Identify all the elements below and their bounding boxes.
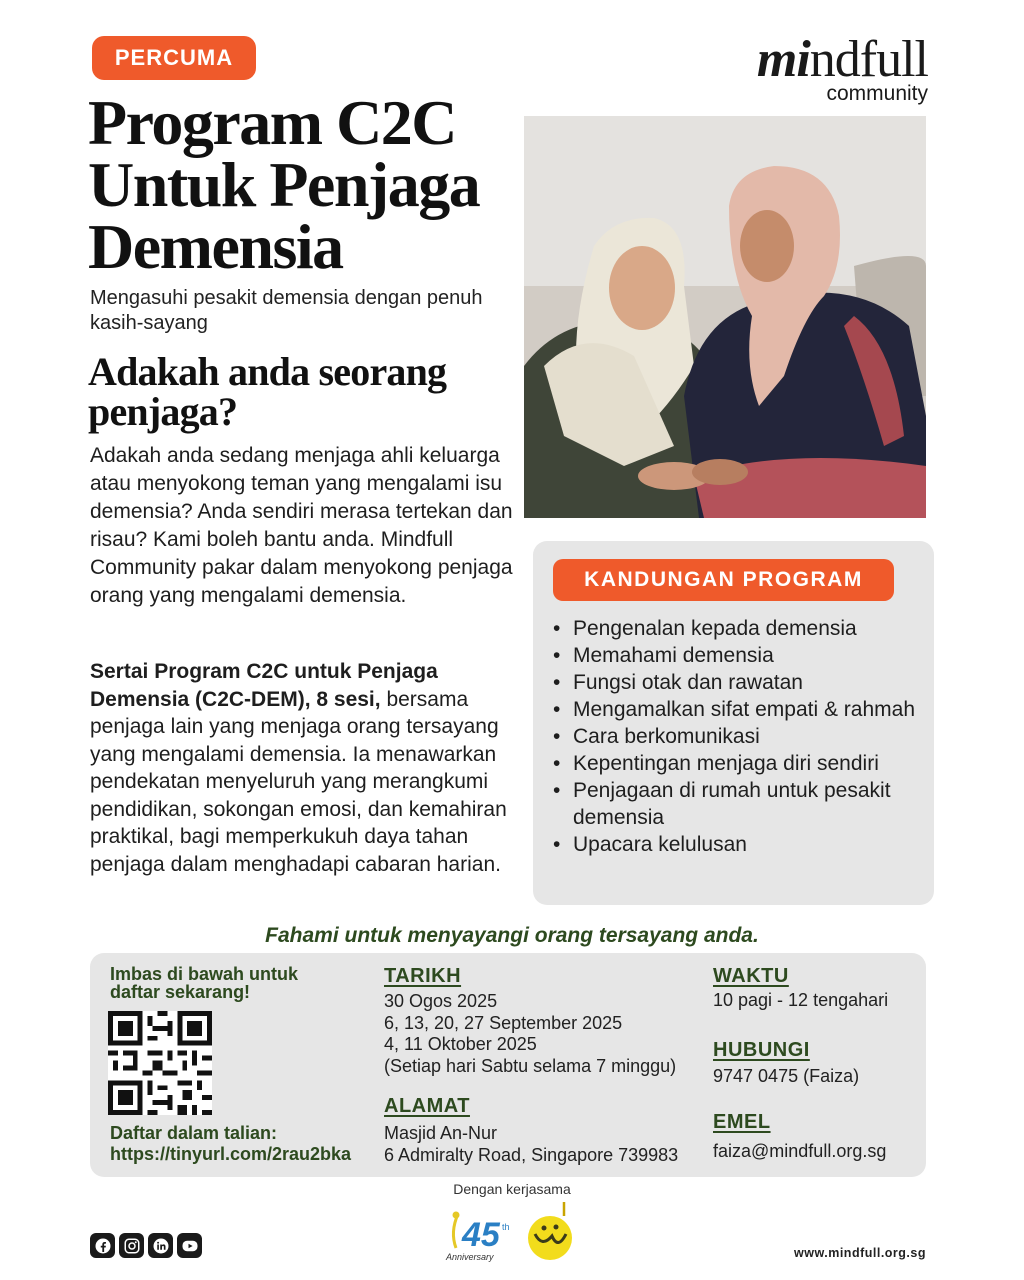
list-item: • Upacara kelulusan [553,831,923,858]
anniversary-caption: Anniversary [446,1252,494,1262]
date-list [384,991,704,1077]
date-heading: TARIKH [384,965,462,987]
program-paragraph [90,658,530,878]
list-item: • Pengenalan kepada demensia [553,615,923,642]
anniversary-suffix: th [502,1222,510,1232]
social-links [90,1233,202,1258]
linkedin-icon[interactable] [148,1233,173,1258]
mindfull-logo [756,31,928,105]
list-item: • Kepentingan menjaga diri sendiri [553,750,923,777]
registration-qr-code[interactable] [108,1011,212,1115]
contact-phone[interactable]: 9747 0475 (Faiza) [713,1066,860,1086]
date-line: (Setiap hari Sabtu selama 7 minggu) [384,1055,677,1076]
list-item: • Cara berkomunikasi [553,723,923,750]
caregiver-photo [524,116,926,518]
online-registration-label: Daftar dalam talian: [110,1123,278,1143]
address-block [384,1123,704,1166]
address-heading: ALAMAT [384,1095,470,1117]
program-paragraph-bold: Sertai Program C2C untuk Penjaga Demensia (C2C-DEM), 8 sesi, [90,660,438,711]
question-heading: Adakah anda seorang penjaga? [88,349,447,434]
program-paragraph-rest: bersama penjaga lain yang menjaga orang tersayang yang mengalami demensia. Ia menawarkan pendekatan menyeluruh yang merangkumi pendidikan, sokongan emosi, dan kemahiran praktikal, bagi memperkukuh daya tahan penjaga dalam menghadapi cabaran harian. [90,687,507,876]
logo-text-part1: mi [756,31,810,88]
mosque-emblem-logo [528,1202,572,1260]
date-line: 6, 13, 20, 27 September 2025 [384,1012,623,1033]
program-content-list [553,615,923,858]
logo-text-part2: ndfull [809,31,928,88]
page-subtitle: Mengasuhi pesakit demensia dengan penuh kasih-sayang [90,287,483,334]
contact-email[interactable]: faiza@mindfull.org.sg [713,1141,887,1161]
instagram-icon[interactable] [119,1233,144,1258]
date-line: 4, 11 Oktober 2025 [384,1034,537,1054]
program-content-panel [533,541,934,905]
date-line: 30 Ogos 2025 [384,991,498,1011]
anniversary-45-logo [445,1212,510,1263]
list-item: • Penjagaan di rumah untuk pesakit demensia [553,777,923,831]
youtube-icon[interactable] [177,1233,202,1258]
intro-paragraph: Adakah anda sedang menjaga ahli keluarga atau menyokong teman yang mengalami isu demensia? Anda sendiri merasa tertekan dan risau? Kami boleh bantu anda. Mindfull Community pakar dalam menyokong penjaga orang yang mengalami demensia. [90,444,513,607]
anniversary-number: 45 [462,1216,500,1254]
list-item: • Fungsi otak dan rawatan [553,669,923,696]
tagline: Fahami untuk menyayangi orang tersayang anda. [265,924,759,947]
list-item: • Mengamalkan sifat empati & rahmah [553,696,923,723]
partner-label: Dengan kerjasama [453,1181,571,1197]
time-heading: WAKTU [713,965,789,987]
logo-subtext: community [826,82,928,105]
address-line: Masjid An-Nur [384,1123,498,1143]
partner-logos [440,1200,590,1270]
facebook-icon[interactable] [90,1233,115,1258]
email-heading: EMEL [713,1111,771,1133]
event-info-panel [90,953,926,1177]
caregiver-photo-illustration [524,116,926,518]
time-value: 10 pagi - 12 tengahari [713,990,889,1010]
address-line: 6 Admiralty Road, Singapore 739983 [384,1144,679,1165]
website-link[interactable]: www.mindfull.org.sg [794,1246,926,1260]
page-title: Program C2C Untuk Penjaga Demensia [88,87,480,282]
program-content-heading: KANDUNGAN PROGRAM [553,559,894,601]
list-item: • Memahami demensia [553,642,923,669]
contact-heading: HUBUNGI [713,1039,810,1061]
free-badge: PERCUMA [92,36,256,80]
registration-link[interactable]: https://tinyurl.com/2rau2bka [110,1144,352,1164]
scan-instruction: Imbas di bawah untuk daftar sekarang! [110,964,299,1002]
